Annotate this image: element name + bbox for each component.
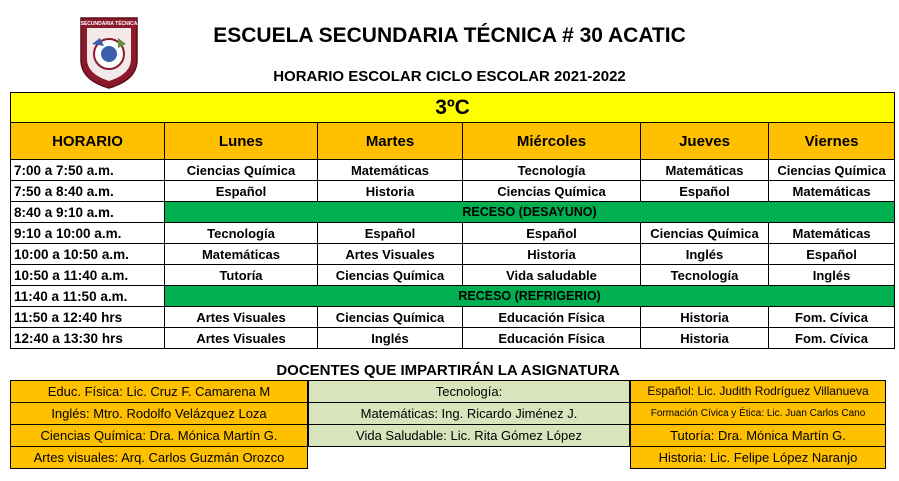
- time-cell: 7:50 a 8:40 a.m.: [11, 181, 165, 202]
- schedule-row: [11, 181, 895, 202]
- subject-cell: Ciencias Química: [318, 265, 463, 286]
- subject-cell: Español: [769, 244, 895, 265]
- subject-cell: Tecnología: [641, 265, 769, 286]
- subject-cell: Historia: [318, 181, 463, 202]
- subject-cell: Historia: [463, 244, 641, 265]
- teacher-cell: Tutoría: Dra. Mónica Martín G.: [630, 424, 886, 447]
- schedule-subtitle: HORARIO ESCOLAR CICLO ESCOLAR 2021-2022: [273, 68, 626, 85]
- subject-cell: Matemáticas: [318, 160, 463, 181]
- teacher-cell: Historia: Lic. Felipe López Naranjo: [630, 446, 886, 469]
- teachers-title: DOCENTES QUE IMPARTIRÁN LA ASIGNATURA: [276, 362, 620, 379]
- subject-cell: Ciencias Química: [769, 160, 895, 181]
- teacher-cell: Formación Cívica y Ética: Lic. Juan Carlos Cano: [630, 402, 886, 425]
- column-header: Miércoles: [463, 123, 641, 160]
- subject-cell: Artes Visuales: [165, 307, 318, 328]
- subject-cell: Vida saludable: [463, 265, 641, 286]
- subject-cell: Matemáticas: [769, 223, 895, 244]
- subject-cell: Español: [318, 223, 463, 244]
- subject-cell: Inglés: [769, 265, 895, 286]
- recess-row: [11, 286, 895, 307]
- time-cell: 11:50 a 12:40 hrs: [11, 307, 165, 328]
- time-cell: 8:40 a 9:10 a.m.: [11, 202, 165, 223]
- column-header: Martes: [318, 123, 463, 160]
- subject-cell: Educación Física: [463, 307, 641, 328]
- subject-cell: Matemáticas: [641, 160, 769, 181]
- teacher-cell: Inglés: Mtro. Rodolfo Velázquez Loza: [10, 402, 308, 425]
- schedule-row: [11, 244, 895, 265]
- recess-row: [11, 202, 895, 223]
- subject-cell: Educación Física: [463, 328, 641, 349]
- schedule-row: [11, 265, 895, 286]
- subject-cell: Artes Visuales: [318, 244, 463, 265]
- group-label: 3ºC: [11, 93, 895, 123]
- subject-cell: Ciencias Química: [641, 223, 769, 244]
- subject-cell: Inglés: [641, 244, 769, 265]
- time-cell: 10:50 a 11:40 a.m.: [11, 265, 165, 286]
- subject-cell: Matemáticas: [165, 244, 318, 265]
- recess-cell: RECESO (REFRIGERIO): [165, 286, 895, 307]
- subject-cell: Tutoría: [165, 265, 318, 286]
- logo-text: SECUNDARIA TÉCNICA: [80, 21, 138, 27]
- subject-cell: Tecnología: [463, 160, 641, 181]
- subject-cell: Español: [641, 181, 769, 202]
- subject-cell: Ciencias Química: [463, 181, 641, 202]
- column-header: HORARIO: [11, 123, 165, 160]
- subject-cell: Historia: [641, 328, 769, 349]
- column-header: Lunes: [165, 123, 318, 160]
- subject-cell: Inglés: [318, 328, 463, 349]
- subject-cell: Español: [463, 223, 641, 244]
- schedule-row: [11, 307, 895, 328]
- time-cell: 10:00 a 10:50 a.m.: [11, 244, 165, 265]
- subject-cell: Ciencias Química: [318, 307, 463, 328]
- teacher-cell: Vida Saludable: Lic. Rita Gómez López: [308, 424, 630, 447]
- subject-cell: Ciencias Química: [165, 160, 318, 181]
- time-cell: 12:40 a 13:30 hrs: [11, 328, 165, 349]
- time-cell: 9:10 a 10:00 a.m.: [11, 223, 165, 244]
- subject-cell: Artes Visuales: [165, 328, 318, 349]
- schedule-row: [11, 160, 895, 181]
- teacher-cell: Educ. Física: Lic. Cruz F. Camarena M: [10, 380, 308, 403]
- teacher-cell: Ciencias Química: Dra. Mónica Martín G.: [10, 424, 308, 447]
- recess-cell: RECESO (DESAYUNO): [165, 202, 895, 223]
- column-header: Jueves: [641, 123, 769, 160]
- teacher-cell: Tecnología:: [308, 380, 630, 403]
- teacher-cell: Matemáticas: Ing. Ricardo Jiménez J.: [308, 402, 630, 425]
- time-cell: 7:00 a 7:50 a.m.: [11, 160, 165, 181]
- teacher-cell: Artes visuales: Arq. Carlos Guzmán Orozco: [10, 446, 308, 469]
- schedule-row: [11, 328, 895, 349]
- subject-cell: Tecnología: [165, 223, 318, 244]
- time-cell: 11:40 a 11:50 a.m.: [11, 286, 165, 307]
- schedule-row: [11, 223, 895, 244]
- subject-cell: Historia: [641, 307, 769, 328]
- header-row: [11, 123, 895, 160]
- subject-cell: Matemáticas: [769, 181, 895, 202]
- column-header: Viernes: [769, 123, 895, 160]
- school-title: ESCUELA SECUNDARIA TÉCNICA # 30 ACATIC: [213, 24, 686, 47]
- teacher-cell: Español: Lic. Judith Rodríguez Villanueva: [630, 380, 886, 403]
- subject-cell: Fom. Cívica: [769, 328, 895, 349]
- subject-cell: Fom. Cívica: [769, 307, 895, 328]
- subject-cell: Español: [165, 181, 318, 202]
- schedule-table: [10, 92, 895, 349]
